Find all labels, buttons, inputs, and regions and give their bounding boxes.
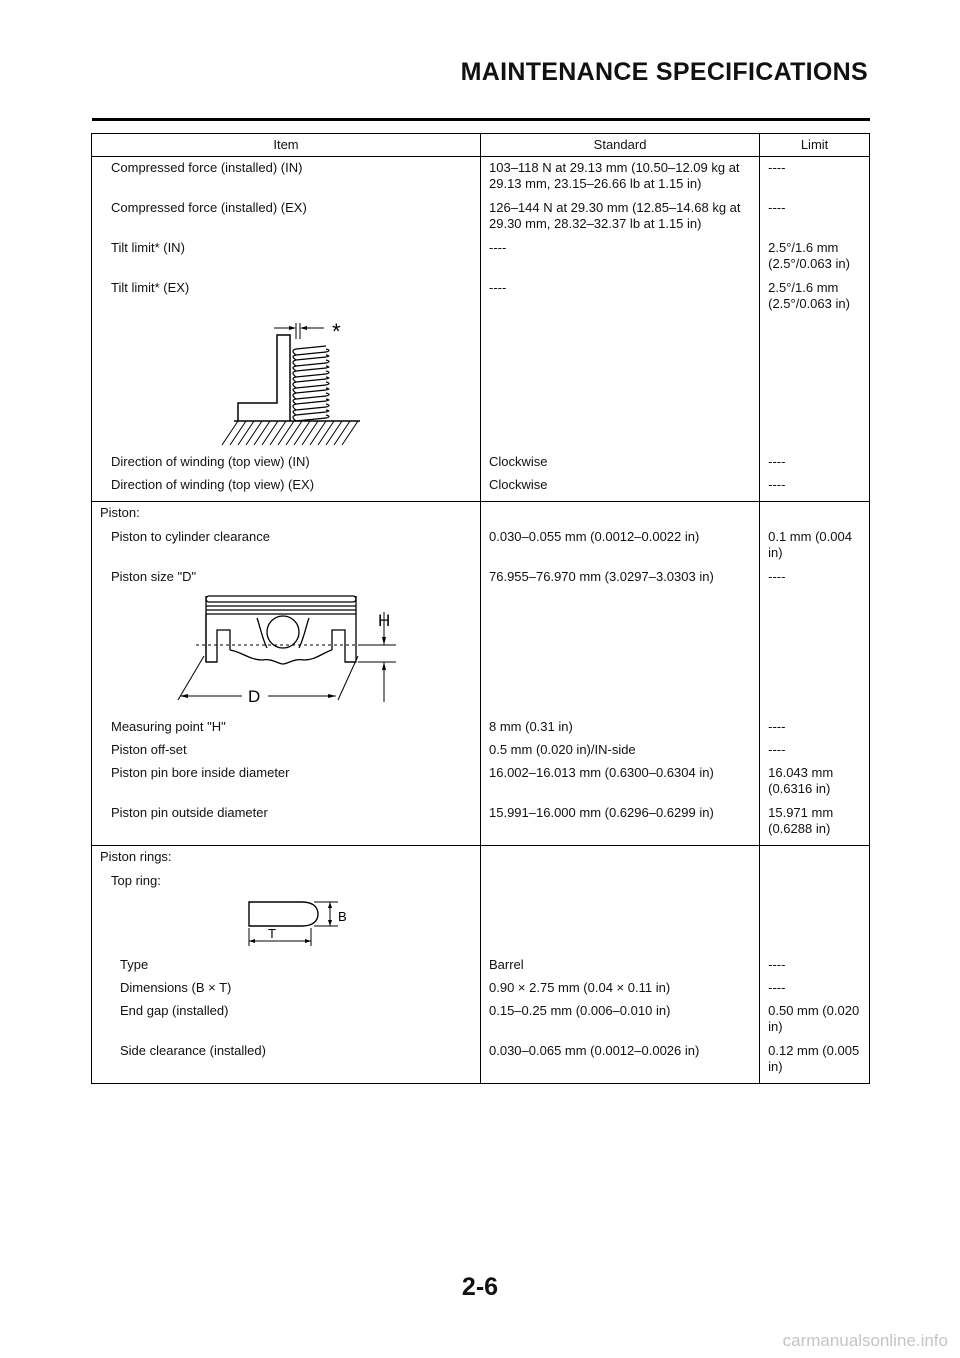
item-cell: Piston to cylinder clearance <box>92 526 481 566</box>
empty-cell <box>760 502 870 527</box>
table-row <box>92 451 870 474</box>
tilt-asterisk-label: * <box>332 319 341 344</box>
item-cell: Piston off-set <box>92 739 481 762</box>
header-standard: Standard <box>481 134 760 157</box>
section-heading-row <box>92 846 870 871</box>
standard-cell: ---- <box>481 277 760 317</box>
valve-spring-section <box>92 157 870 502</box>
subsection-heading: Top ring: <box>92 870 481 894</box>
table-row <box>92 526 870 566</box>
item-cell: Tilt limit* (IN) <box>92 237 481 277</box>
standard-cell: 8 mm (0.31 in) <box>481 716 760 739</box>
table-row <box>92 237 870 277</box>
limit-cell: ---- <box>760 739 870 762</box>
standard-cell: 16.002–16.013 mm (0.6300–0.6304 in) <box>481 762 760 802</box>
limit-cell: 16.043 mm (0.6316 in) <box>760 762 870 802</box>
table-row <box>92 802 870 846</box>
item-cell: Piston pin outside diameter <box>92 802 481 846</box>
spring-tilt-figure-cell <box>92 317 481 451</box>
empty-cell <box>760 894 870 954</box>
page-number: 2-6 <box>461 1273 499 1301</box>
table-row <box>92 739 870 762</box>
limit-cell: ---- <box>760 954 870 977</box>
limit-cell: ---- <box>760 451 870 474</box>
item-cell: Type <box>92 954 481 977</box>
limit-cell: ---- <box>760 566 870 590</box>
table-row <box>92 197 870 237</box>
table-row <box>92 1040 870 1084</box>
table-row <box>92 474 870 502</box>
limit-cell: ---- <box>760 157 870 198</box>
item-cell: Compressed force (installed) (IN) <box>92 157 481 198</box>
empty-cell <box>481 870 760 894</box>
ring-label-b: B <box>338 909 347 924</box>
spring-tilt-diagram <box>92 317 480 447</box>
item-cell: Dimensions (B × T) <box>92 977 481 1000</box>
standard-cell: 0.90 × 2.75 mm (0.04 × 0.11 in) <box>481 977 760 1000</box>
section-heading: Piston: <box>92 502 481 527</box>
table-row <box>92 277 870 317</box>
standard-cell: 0.030–0.055 mm (0.0012–0.0022 in) <box>481 526 760 566</box>
item-cell: Direction of winding (top view) (IN) <box>92 451 481 474</box>
limit-cell: 0.12 mm (0.005 in) <box>760 1040 870 1084</box>
empty-cell <box>760 846 870 871</box>
header-item: Item <box>92 134 481 157</box>
piston-figure-cell <box>92 590 481 716</box>
figure-row <box>92 590 870 716</box>
section-heading: Piston rings: <box>92 846 481 871</box>
piston-diagram <box>92 590 480 712</box>
table-row <box>92 954 870 977</box>
empty-cell <box>481 317 760 451</box>
standard-cell: 0.15–0.25 mm (0.006–0.010 in) <box>481 1000 760 1040</box>
empty-cell <box>481 846 760 871</box>
limit-cell: ---- <box>760 474 870 502</box>
limit-cell: 2.5°/1.6 mm (2.5°/0.063 in) <box>760 237 870 277</box>
standard-cell: Barrel <box>481 954 760 977</box>
header-limit: Limit <box>760 134 870 157</box>
table-row <box>92 157 870 198</box>
table-row <box>92 566 870 590</box>
table-row <box>92 977 870 1000</box>
limit-cell: 0.50 mm (0.020 in) <box>760 1000 870 1040</box>
subheading-row <box>92 870 870 894</box>
limit-cell: ---- <box>760 716 870 739</box>
piston-section <box>92 502 870 846</box>
item-cell: Side clearance (installed) <box>92 1040 481 1084</box>
table-row <box>92 1000 870 1040</box>
header-row <box>92 134 870 157</box>
ring-section-diagram <box>92 894 480 950</box>
standard-cell: Clockwise <box>481 451 760 474</box>
standard-cell: 0.030–0.065 mm (0.0012–0.0026 in) <box>481 1040 760 1084</box>
empty-cell <box>481 894 760 954</box>
section-heading-row <box>92 502 870 527</box>
piston-rings-section <box>92 846 870 1084</box>
limit-cell: ---- <box>760 977 870 1000</box>
limit-cell: ---- <box>760 197 870 237</box>
empty-cell <box>760 590 870 716</box>
item-cell: Compressed force (installed) (EX) <box>92 197 481 237</box>
limit-cell: 15.971 mm (0.6288 in) <box>760 802 870 846</box>
ring-label-t: T <box>268 926 276 941</box>
item-cell: End gap (installed) <box>92 1000 481 1040</box>
item-cell: Piston size "D" <box>92 566 481 590</box>
standard-cell: ---- <box>481 237 760 277</box>
standard-cell: 76.955–76.970 mm (3.0297–3.0303 in) <box>481 566 760 590</box>
table-row <box>92 762 870 802</box>
standard-cell: 103–118 N at 29.13 mm (10.50–12.09 kg at 29.13 mm, 23.15–26.66 lb at 1.15 in) <box>481 157 760 198</box>
figure-row <box>92 317 870 451</box>
spec-table <box>91 133 870 1084</box>
table-row <box>92 716 870 739</box>
standard-cell: Clockwise <box>481 474 760 502</box>
ring-figure-cell <box>92 894 481 954</box>
item-cell: Direction of winding (top view) (EX) <box>92 474 481 502</box>
page-title: MAINTENANCE SPECIFICATIONS <box>460 58 868 86</box>
piston-label-d: D <box>248 687 261 706</box>
figure-row <box>92 894 870 954</box>
watermark: carmanualsonline.info <box>782 1331 948 1350</box>
piston-label-h: H <box>378 611 391 630</box>
item-cell: Measuring point "H" <box>92 716 481 739</box>
standard-cell: 126–144 N at 29.30 mm (12.85–14.68 kg at 29.30 mm, 28.32–32.37 lb at 1.15 in) <box>481 197 760 237</box>
empty-cell <box>481 590 760 716</box>
empty-cell <box>481 502 760 527</box>
limit-cell: 0.1 mm (0.004 in) <box>760 526 870 566</box>
title-rule <box>92 118 870 121</box>
limit-cell: 2.5°/1.6 mm (2.5°/0.063 in) <box>760 277 870 317</box>
empty-cell <box>760 870 870 894</box>
standard-cell: 0.5 mm (0.020 in)/IN-side <box>481 739 760 762</box>
standard-cell: 15.991–16.000 mm (0.6296–0.6299 in) <box>481 802 760 846</box>
item-cell: Piston pin bore inside diameter <box>92 762 481 802</box>
empty-cell <box>760 317 870 451</box>
item-cell: Tilt limit* (EX) <box>92 277 481 317</box>
